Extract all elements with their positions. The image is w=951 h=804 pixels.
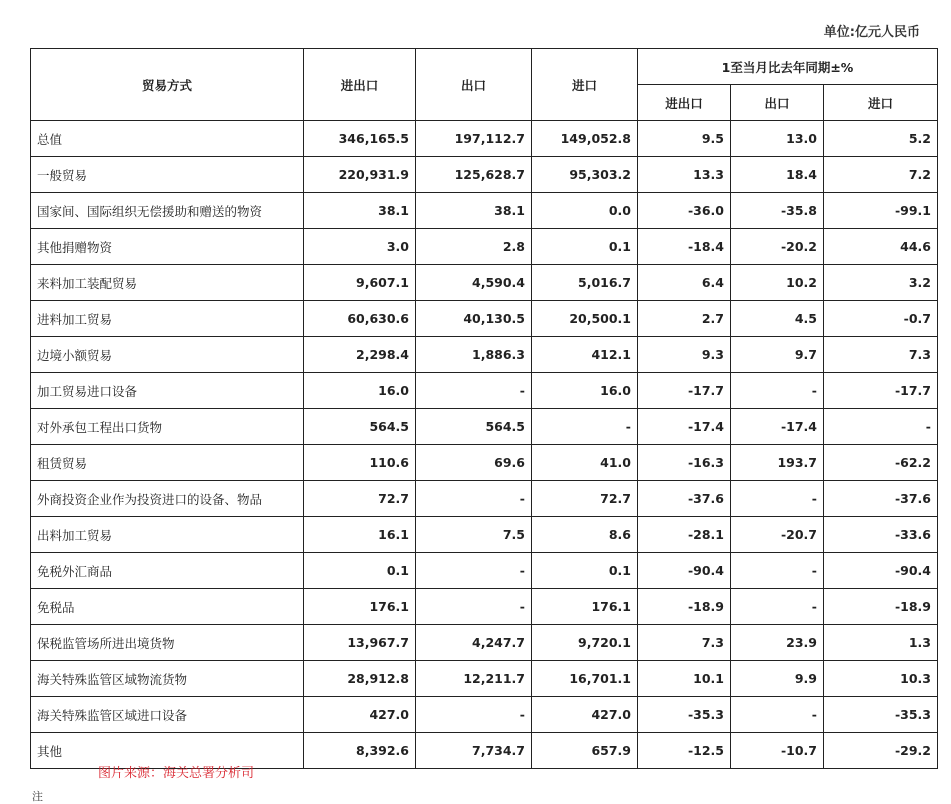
unit-label: 单位:亿元人民币 (823, 25, 920, 40)
cell-export: - (416, 481, 532, 517)
table-row (31, 229, 938, 265)
header-yoy-group: 1至当月比去年同期±% (638, 49, 938, 85)
header-export: 出口 (416, 49, 532, 121)
cell-yoy-import: 10.3 (824, 661, 938, 697)
cell-name: 海关特殊监管区域进口设备 (31, 697, 304, 733)
cell-yoy-export: -20.7 (731, 517, 824, 553)
cell-yoy-export: 23.9 (731, 625, 824, 661)
header-yoy-import: 进口 (824, 85, 938, 121)
cell-export: 7,734.7 (416, 733, 532, 769)
cell-total: 16.1 (304, 517, 416, 553)
cell-export: 69.6 (416, 445, 532, 481)
cell-total: 0.1 (304, 553, 416, 589)
table-row (31, 193, 938, 229)
header-yoy-export: 出口 (731, 85, 824, 121)
cell-export: 1,886.3 (416, 337, 532, 373)
header-trade-mode: 贸易方式 (31, 49, 304, 121)
cell-name: 保税监管场所进出境货物 (31, 625, 304, 661)
cell-import: 657.9 (532, 733, 638, 769)
cell-import: 16,701.1 (532, 661, 638, 697)
cell-total: 60,630.6 (304, 301, 416, 337)
cell-yoy-import: -37.6 (824, 481, 938, 517)
cell-yoy-import: 44.6 (824, 229, 938, 265)
cell-export: - (416, 589, 532, 625)
cell-yoy-import: 7.2 (824, 157, 938, 193)
cell-yoy-export: 13.0 (731, 121, 824, 157)
table-header (31, 49, 938, 121)
cell-export: 564.5 (416, 409, 532, 445)
cell-yoy-export: - (731, 481, 824, 517)
cell-yoy-import: -0.7 (824, 301, 938, 337)
cell-name: 进料加工贸易 (31, 301, 304, 337)
cell-total: 176.1 (304, 589, 416, 625)
cell-yoy-import: -62.2 (824, 445, 938, 481)
cell-yoy-import: 5.2 (824, 121, 938, 157)
cell-import: 0.1 (532, 229, 638, 265)
cell-name: 总值 (31, 121, 304, 157)
cell-yoy-import: -17.7 (824, 373, 938, 409)
header-yoy-total: 进出口 (638, 85, 731, 121)
cell-yoy-export: - (731, 553, 824, 589)
table-body (31, 121, 938, 769)
cell-total: 110.6 (304, 445, 416, 481)
cell-total: 346,165.5 (304, 121, 416, 157)
cell-yoy-export: - (731, 589, 824, 625)
trade-table (30, 48, 938, 769)
cell-yoy-export: -20.2 (731, 229, 824, 265)
table-row (31, 409, 938, 445)
cell-total: 28,912.8 (304, 661, 416, 697)
cell-yoy-export: - (731, 373, 824, 409)
cell-import: 176.1 (532, 589, 638, 625)
cell-yoy-import: - (824, 409, 938, 445)
cell-import: 412.1 (532, 337, 638, 373)
cell-total: 220,931.9 (304, 157, 416, 193)
cell-name: 对外承包工程出口货物 (31, 409, 304, 445)
cell-export: 12,211.7 (416, 661, 532, 697)
cell-yoy-import: -18.9 (824, 589, 938, 625)
note-label: 注 (32, 790, 43, 803)
cell-export: 4,590.4 (416, 265, 532, 301)
cell-name: 外商投资企业作为投资进口的设备、物品 (31, 481, 304, 517)
cell-yoy-total: 13.3 (638, 157, 731, 193)
cell-export: - (416, 697, 532, 733)
cell-total: 564.5 (304, 409, 416, 445)
table-row (31, 301, 938, 337)
cell-total: 16.0 (304, 373, 416, 409)
cell-yoy-total: -16.3 (638, 445, 731, 481)
cell-yoy-export: -10.7 (731, 733, 824, 769)
cell-import: 95,303.2 (532, 157, 638, 193)
cell-yoy-total: 9.3 (638, 337, 731, 373)
cell-name: 租赁贸易 (31, 445, 304, 481)
table-row (31, 337, 938, 373)
table-row (31, 157, 938, 193)
cell-yoy-import: -99.1 (824, 193, 938, 229)
table-row (31, 265, 938, 301)
cell-name: 加工贸易进口设备 (31, 373, 304, 409)
table-row (31, 517, 938, 553)
table-row (31, 481, 938, 517)
cell-yoy-import: -33.6 (824, 517, 938, 553)
header-total: 进出口 (304, 49, 416, 121)
cell-name: 免税外汇商品 (31, 553, 304, 589)
cell-yoy-export: 9.9 (731, 661, 824, 697)
cell-export: 7.5 (416, 517, 532, 553)
cell-export: - (416, 553, 532, 589)
cell-yoy-total: -12.5 (638, 733, 731, 769)
cell-total: 9,607.1 (304, 265, 416, 301)
cell-name: 其他捐赠物资 (31, 229, 304, 265)
cell-export: 197,112.7 (416, 121, 532, 157)
cell-total: 2,298.4 (304, 337, 416, 373)
cell-export: 2.8 (416, 229, 532, 265)
cell-yoy-total: -17.7 (638, 373, 731, 409)
table-row (31, 553, 938, 589)
cell-import: 20,500.1 (532, 301, 638, 337)
cell-total: 72.7 (304, 481, 416, 517)
cell-export: - (416, 373, 532, 409)
cell-total: 427.0 (304, 697, 416, 733)
cell-export: 125,628.7 (416, 157, 532, 193)
cell-total: 3.0 (304, 229, 416, 265)
table-row (31, 589, 938, 625)
image-source-label: 图片来源：海关总署分析司 (98, 766, 255, 781)
cell-name: 一般贸易 (31, 157, 304, 193)
cell-yoy-export: 10.2 (731, 265, 824, 301)
cell-yoy-total: -17.4 (638, 409, 731, 445)
cell-import: 427.0 (532, 697, 638, 733)
table-row (31, 625, 938, 661)
cell-import: 9,720.1 (532, 625, 638, 661)
cell-import: 0.1 (532, 553, 638, 589)
cell-export: 38.1 (416, 193, 532, 229)
cell-yoy-total: 10.1 (638, 661, 731, 697)
cell-yoy-import: -35.3 (824, 697, 938, 733)
cell-export: 40,130.5 (416, 301, 532, 337)
table-row (31, 445, 938, 481)
cell-yoy-import: 1.3 (824, 625, 938, 661)
cell-yoy-export: 4.5 (731, 301, 824, 337)
cell-yoy-export: -17.4 (731, 409, 824, 445)
cell-yoy-total: 9.5 (638, 121, 731, 157)
cell-yoy-total: -18.4 (638, 229, 731, 265)
table-row (31, 121, 938, 157)
cell-yoy-total: -28.1 (638, 517, 731, 553)
cell-yoy-total: -90.4 (638, 553, 731, 589)
cell-name: 免税品 (31, 589, 304, 625)
cell-import: 8.6 (532, 517, 638, 553)
cell-yoy-total: -36.0 (638, 193, 731, 229)
cell-name: 海关特殊监管区域物流货物 (31, 661, 304, 697)
cell-name: 出料加工贸易 (31, 517, 304, 553)
cell-yoy-total: -37.6 (638, 481, 731, 517)
cell-total: 8,392.6 (304, 733, 416, 769)
cell-total: 38.1 (304, 193, 416, 229)
cell-name: 其他 (31, 733, 304, 769)
cell-export: 4,247.7 (416, 625, 532, 661)
cell-total: 13,967.7 (304, 625, 416, 661)
cell-yoy-total: -35.3 (638, 697, 731, 733)
cell-yoy-total: 6.4 (638, 265, 731, 301)
cell-yoy-total: 2.7 (638, 301, 731, 337)
table-row (31, 697, 938, 733)
cell-yoy-total: 7.3 (638, 625, 731, 661)
header-import: 进口 (532, 49, 638, 121)
cell-yoy-export: 18.4 (731, 157, 824, 193)
cell-name: 国家间、国际组织无偿援助和赠送的物资 (31, 193, 304, 229)
cell-import: 41.0 (532, 445, 638, 481)
table-row (31, 373, 938, 409)
cell-yoy-import: -90.4 (824, 553, 938, 589)
cell-import: 72.7 (532, 481, 638, 517)
cell-name: 边境小额贸易 (31, 337, 304, 373)
cell-yoy-export: 9.7 (731, 337, 824, 373)
cell-yoy-export: -35.8 (731, 193, 824, 229)
cell-yoy-export: - (731, 697, 824, 733)
cell-name: 来料加工装配贸易 (31, 265, 304, 301)
cell-yoy-export: 193.7 (731, 445, 824, 481)
table-row (31, 661, 938, 697)
cell-yoy-import: 7.3 (824, 337, 938, 373)
cell-import: 0.0 (532, 193, 638, 229)
cell-import: - (532, 409, 638, 445)
cell-yoy-import: -29.2 (824, 733, 938, 769)
cell-yoy-import: 3.2 (824, 265, 938, 301)
cell-import: 16.0 (532, 373, 638, 409)
cell-import: 5,016.7 (532, 265, 638, 301)
cell-import: 149,052.8 (532, 121, 638, 157)
cell-yoy-total: -18.9 (638, 589, 731, 625)
